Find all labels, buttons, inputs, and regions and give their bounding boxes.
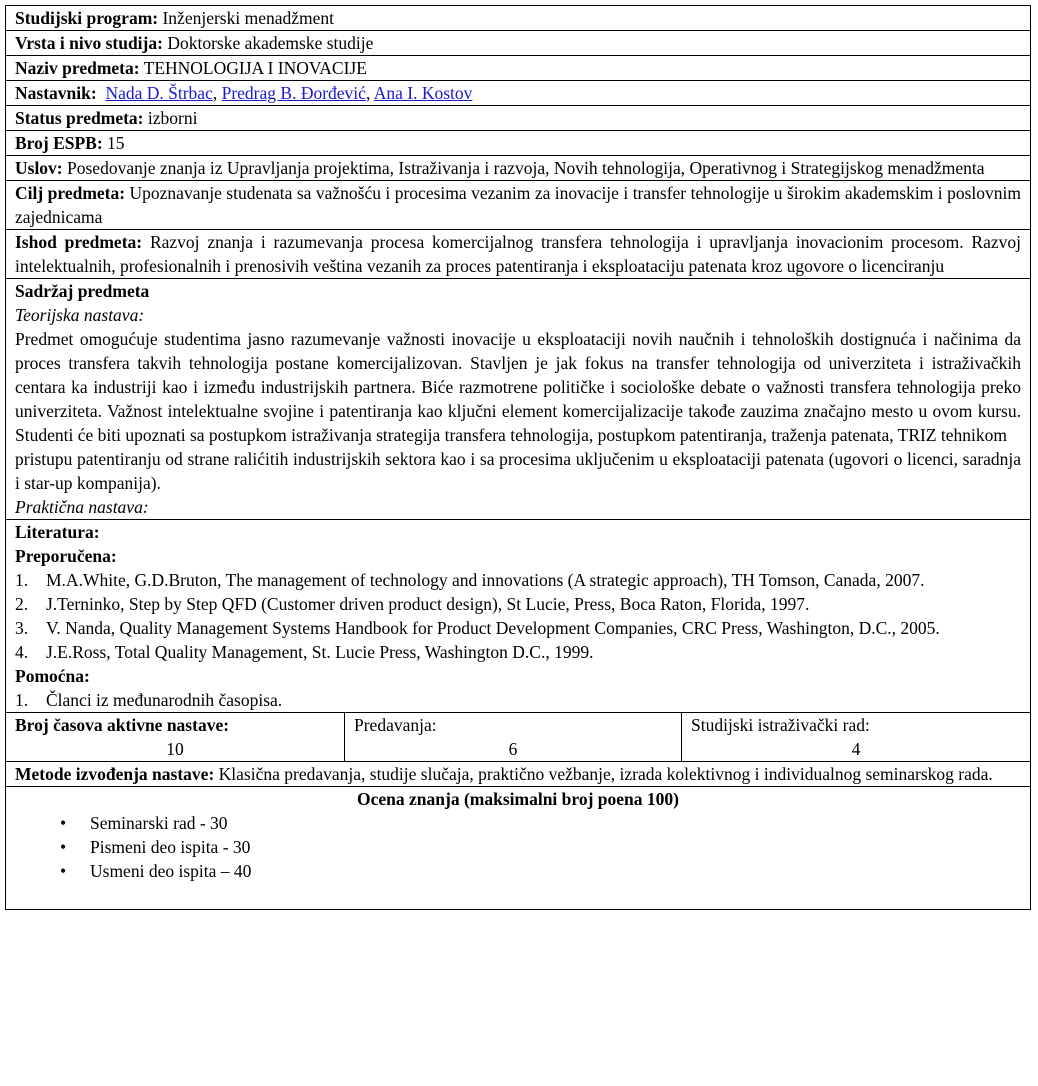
course-content-row <box>5 278 1031 519</box>
list-item-text: J.Terninko, Step by Step QFD (Customer driven product design), St Lucie, Press, Boca Raton, Florida, 1997. <box>46 594 810 614</box>
assessment-list <box>15 811 1021 883</box>
list-item <box>15 859 1021 883</box>
list-item-number: 2. <box>15 594 29 614</box>
list-item <box>15 616 1021 640</box>
prerequisite-value: Posedovanje znanja iz Upravljanja projektima, Istraživanja i razvoja, Novih tehnologija, Operativnog i Strategijskog menadžmenta <box>62 158 985 178</box>
list-item-text: Članci iz međunarodnih časopisa. <box>46 690 283 710</box>
list-item-text: V. Nanda, Quality Management Systems Handbook for Product Development Companies, CRC Press, Washington, D.C., 2005. <box>46 618 940 638</box>
research-work-cell <box>681 713 1030 761</box>
ects-value: 15 <box>102 133 125 153</box>
list-item-text: Pismeni deo ispita - 30 <box>90 837 251 857</box>
teacher-row <box>5 80 1031 105</box>
lectures-cell <box>344 713 681 761</box>
course-specification-table <box>5 5 1031 910</box>
theory-text-1: Predmet omogućuje studentima jasno razumevanje važnosti inovacije u eksploataciji novih naučnih i tehnoloških dostignuća i načinima da proces transfera takvih tehnologija postane komercijalizovan. Stavljen je jak fokus na transfer tehnologija od univerziteta i istraživačkih centara ka industriji kao i između industrijskih partnera. Biće razmotrene političke i sociološke debate o važnosti transfera tehnologija preko univerziteta. Važnost intelektualne svojine i patentiranja kao ključni element komercijalizacije takođe zauzima značajno mesto u ovom kursu. Studenti će biti upoznati sa postupkom istraživanja strategija transfera tehnologija, postupkom patentiranja, traženja patenata, TRIZ tehnikom <box>15 329 1021 445</box>
study-program-row <box>5 5 1031 30</box>
prerequisite-row <box>5 155 1031 180</box>
active-hours-value: 10 <box>166 739 184 759</box>
research-work-value: 4 <box>851 739 861 759</box>
list-item-text: J.E.Ross, Total Quality Management, St. Lucie Press, Washington D.C., 1999. <box>46 642 594 662</box>
teacher-label: Nastavnik: <box>15 83 97 103</box>
active-hours-cell <box>6 713 344 761</box>
recommended-list <box>15 568 1021 664</box>
list-item-number: 1. <box>15 570 29 590</box>
study-type-value: Doktorske akademske studije <box>162 33 374 53</box>
list-item <box>15 568 1021 592</box>
course-outcome-value: Razvoj znanja i razumevanja procesa komercijalnog transfera tehnologija i upravljanja inovacionim procesom. Razvoj intelektualnih, profesionalnih i prenosivih veština vezanih za proces patentiranja i eksploataciju patenata kroz ugovore o licenciranju <box>15 232 1021 276</box>
course-outcome-row <box>5 229 1031 278</box>
teaching-methods-row <box>5 761 1031 786</box>
assessment-title: Ocena znanja (maksimalni broj poena 100) <box>357 789 679 809</box>
list-item-number: 4. <box>15 642 29 662</box>
study-program-value: Inženjerski menadžment <box>158 8 335 28</box>
course-goal-label: Cilj predmeta: <box>15 183 126 203</box>
teacher-separator: , <box>212 83 222 103</box>
research-work-label: Studijski istraživački rad: <box>691 715 870 735</box>
list-item <box>15 811 1021 835</box>
course-outcome-label: Ishod predmeta: <box>15 232 143 252</box>
study-type-row <box>5 30 1031 55</box>
list-item <box>15 640 1021 664</box>
teacher-link-kostov[interactable]: Ana I. Kostov <box>373 83 473 103</box>
bullet-icon: • <box>60 861 67 881</box>
study-type-label: Vrsta i nivo studija: <box>15 33 163 53</box>
list-item <box>15 592 1021 616</box>
list-item <box>15 688 1021 712</box>
literature-title: Literatura: <box>15 522 100 542</box>
literature-row <box>5 519 1031 712</box>
course-name-value: TEHNOLOGIJA I INOVACIJE <box>139 58 367 78</box>
recommended-label: Preporučena: <box>15 546 117 566</box>
teaching-methods-label: Metode izvođenja nastave: <box>15 764 215 784</box>
course-name-label: Naziv predmeta: <box>15 58 140 78</box>
teacher-separator: , <box>365 83 374 103</box>
practice-label: Praktična nastava: <box>15 497 149 517</box>
teaching-methods-value: Klasična predavanja, studije slučaja, praktično vežbanje, izrada kolektivnog i individualnog seminarskog rada. <box>214 764 993 784</box>
course-status-row <box>5 105 1031 130</box>
theory-text-2: pristupu patentiranju od strane ralićitih industrijskih sektora kao i sa procesima uključenim u eksploataciji patenata (ugovori o licenci, saradnja i star-up kompanija). <box>15 449 1021 493</box>
active-hours-label: Broj časova aktivne nastave: <box>15 715 230 735</box>
lectures-label: Predavanja: <box>354 715 437 735</box>
teacher-link-strbac[interactable]: Nada D. Štrbac <box>105 83 213 103</box>
course-goal-value: Upoznavanje studenata sa važnošću i procesima vezanim za inovacije i transfer tehnologije u širokim akademskim i poslovnim zajednicama <box>15 183 1021 227</box>
lectures-value: 6 <box>508 739 518 759</box>
prerequisite-label: Uslov: <box>15 158 63 178</box>
theory-label: Teorijska nastava: <box>15 305 145 325</box>
list-item-number: 1. <box>15 690 29 710</box>
list-item-text: M.A.White, G.D.Bruton, The management of technology and innovations (A strategic approach), TH Tomson, Canada, 2007. <box>46 570 925 590</box>
ects-row <box>5 130 1031 155</box>
bullet-icon: • <box>60 837 67 857</box>
supplementary-label: Pomoćna: <box>15 666 90 686</box>
course-goal-row <box>5 180 1031 229</box>
study-program-label: Studijski program: <box>15 8 159 28</box>
course-status-label: Status predmeta: <box>15 108 144 128</box>
class-hours-row <box>5 712 1031 761</box>
bullet-icon: • <box>60 813 67 833</box>
list-item-text: Usmeni deo ispita – 40 <box>90 861 252 881</box>
supplementary-list <box>15 688 1021 712</box>
list-item <box>15 835 1021 859</box>
ects-label: Broj ESPB: <box>15 133 103 153</box>
course-status-value: izborni <box>143 108 198 128</box>
assessment-row <box>5 786 1031 910</box>
list-item-text: Seminarski rad - 30 <box>90 813 228 833</box>
teacher-link-djordjevic[interactable]: Predrag B. Đorđević <box>221 83 366 103</box>
list-item-number: 3. <box>15 618 29 638</box>
course-name-row <box>5 55 1031 80</box>
course-content-title: Sadržaj predmeta <box>15 281 150 301</box>
